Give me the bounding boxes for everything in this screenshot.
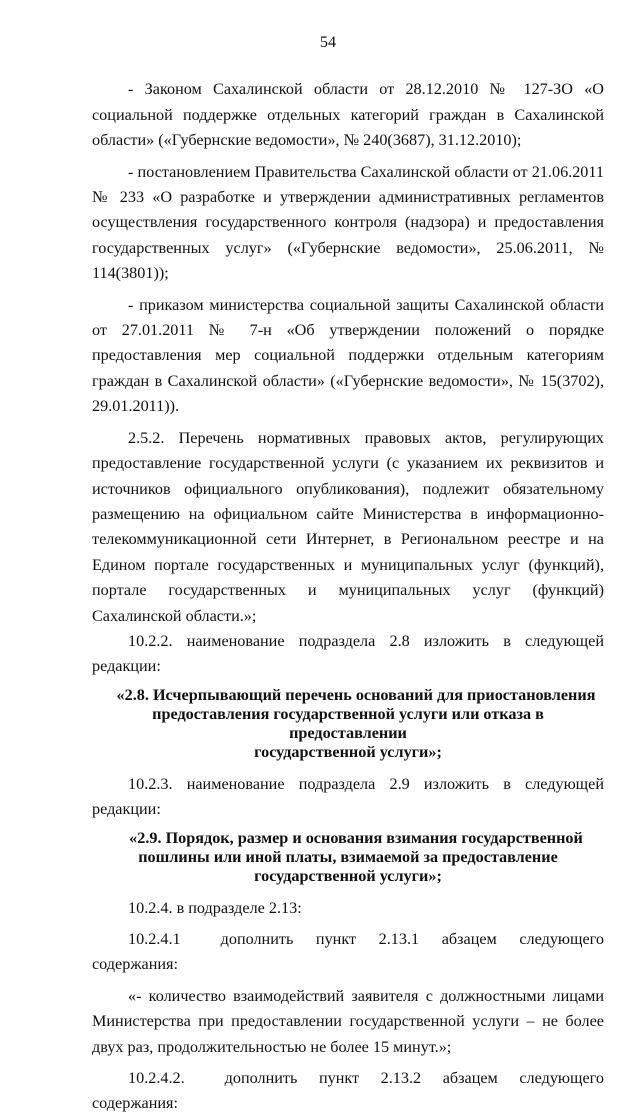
paragraph-resolution-233: - постановлением Правительства Сахалинской области от 21.06.2011 № 233 «О разработке и утверждении административных регламентов осуществления государственного контроля (надзора) и предоставления государственных услуг» («Губернские ведомости», 25.06.2011, № 114(3801));: [92, 162, 604, 283]
heading-2-9: [92, 829, 604, 886]
heading-2-9-line-2: пошлины или иной платы, взимаемой за предоставление: [138, 847, 558, 866]
page-number: 54: [319, 33, 337, 51]
clause-text-10-2-4-1: дополнить пункт 2.13.1 абзацем следующего содержания:: [92, 929, 604, 974]
clause-number-10-2-4-1: 10.2.4.1: [128, 929, 181, 948]
heading-2-9-line-1: «2.9. Порядок, размер и основания взимания государственной: [129, 828, 583, 847]
paragraph-10-2-4: 10.2.4. в подразделе 2.13:: [128, 898, 302, 917]
paragraph-10-2-4-2: [92, 1066, 604, 1117]
paragraph-law-127: - Законом Сахалинской области от 28.12.2010 № 127-ЗО «О социальной поддержке отдельных категорий граждан в Сахалинской области» («Губернские ведомости», № 240(3687), 31.12.2010);: [92, 80, 604, 150]
paragraph-interaction-count: «- количество взаимодействий заявителя с должностными лицами Министерства при предоставлении государственной услуги – не более двух раз, продолжительностью не более 15 минут.»;: [92, 986, 604, 1056]
paragraph-10-2-2: 10.2.2. наименование подраздела 2.8 изложить в следующей редакции:: [92, 631, 604, 676]
paragraph-2-5-2: 2.5.2. Перечень нормативных правовых актов, регулирующих предоставление государственной услуги (с указанием их реквизитов и источников официального опубликования), подлежит обязательному размещению на официальном сайте Министерства в информационно-телекоммуникационной сети Интернет, в Региональном реестре и на Едином портале государственных и муниципальных услуг (функций), портале государственных и муниципальных услуг (функций) Сахалинской области.»;: [92, 428, 604, 625]
heading-2-8-line-2: предоставления государственной услуги или отказа в предоставлении: [152, 704, 544, 742]
paragraph-10-2-4-1: [92, 927, 604, 978]
heading-2-8-line-1: «2.8. Исчерпывающий перечень оснований для приостановления: [116, 685, 596, 704]
paragraph-10-2-3: 10.2.3. наименование подраздела 2.9 изложить в следующей редакции:: [92, 774, 604, 819]
heading-2-9-line-3: государственной услуги»;: [254, 866, 442, 885]
heading-2-8: [92, 686, 604, 762]
heading-2-8-line-3: государственной услуги»;: [254, 742, 442, 761]
clause-text-10-2-4-2: дополнить пункт 2.13.2 абзацем следующего содержания:: [92, 1069, 604, 1113]
paragraph-order-7n: - приказом министерства социальной защиты Сахалинской области от 27.01.2011 № 7-н «Об утверждении положений о порядке предоставления мер социальной поддержки отдельным категориям граждан в Сахалинской области» («Губернские ведомости», № 15(3702), 29.01.2011)).: [92, 295, 604, 416]
clause-number-10-2-4-2: 10.2.4.2.: [128, 1069, 185, 1087]
